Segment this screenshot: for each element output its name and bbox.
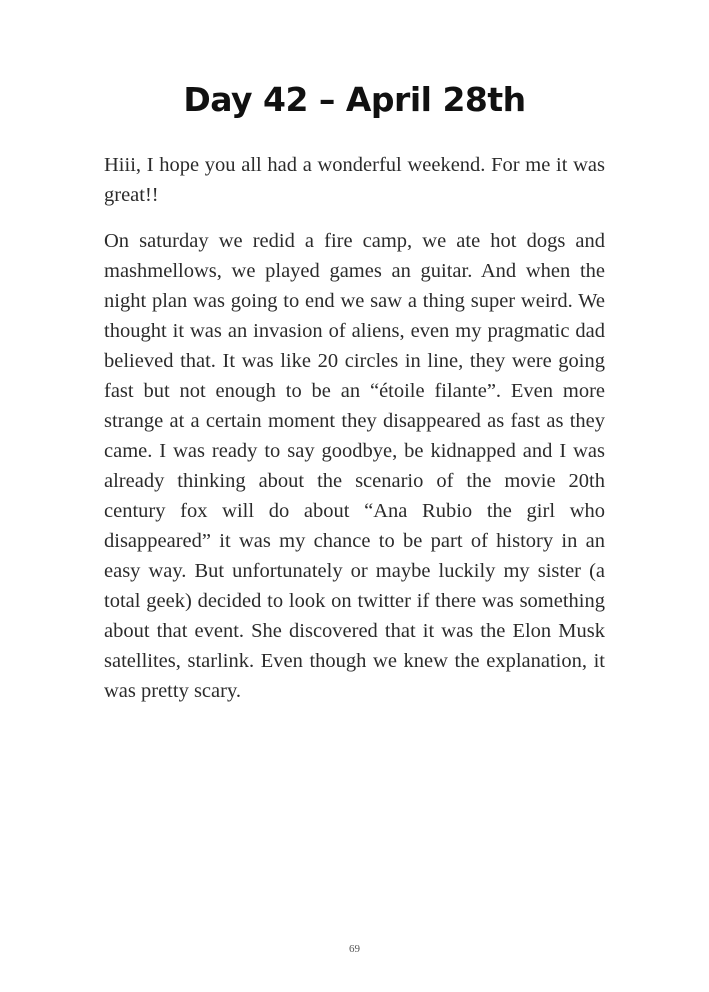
body-text (104, 150, 605, 722)
page-title: Day 42 – April 28th (183, 80, 526, 119)
page-number: 69 (349, 943, 360, 955)
paragraph-intro: Hiii, I hope you all had a wonderful weekend. For me it was great!! (104, 154, 605, 206)
paragraph-story: On saturday we redid a fire camp, we ate hot dogs and mashmellows, we played games an guitar. And when the night plan was going to end we saw a thing super weird. We thought it was an invasion of aliens, even my pragmatic dad believed that. It was like 20 circles in line, they were going fast but not enough to be an “étoile filante”. Even more strange at a certain moment they disappeared as fast as they came. I was ready to say goodbye, be kidnapped and I was already thinking about the scenario of the movie 20th century fox will do about “Ana Rubio the girl who disappeared” it was my chance to be part of history in an easy way. But unfortunately or maybe luckily my sister (a total geek) decided to look on twitter if there was something about that event. She discovered that it was the Elon Musk satellites, starlink. Even though we knew the explanation, it was pretty scary. (104, 230, 605, 702)
